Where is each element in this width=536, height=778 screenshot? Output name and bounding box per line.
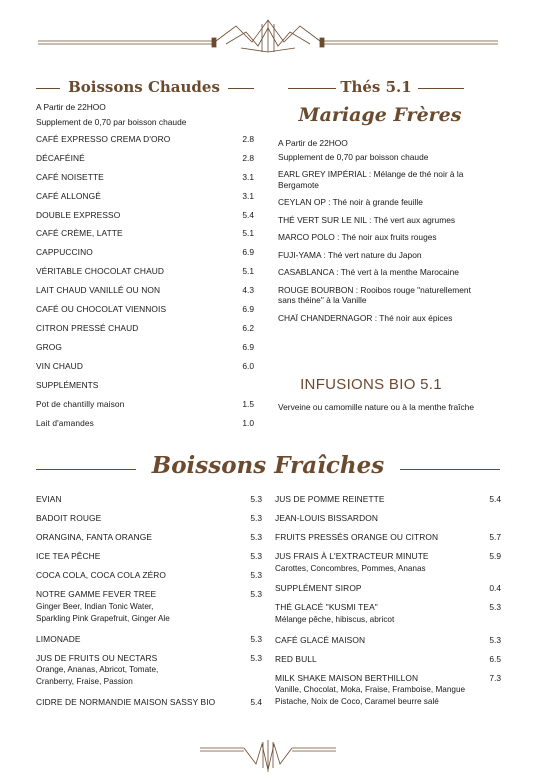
item-name: VÉRITABLE CHOCOLAT CHAUD <box>36 266 165 277</box>
item-description: Pistache, Noix de Coco, Caramel beurre salé <box>275 697 439 707</box>
tea-desc: : Rooibos rouge "naturellement sans théine" à la Vanille <box>278 284 471 305</box>
item-name: FRUITS PRESSÉS ORANGE OU CITRON <box>275 532 439 543</box>
item-price: 2.8 <box>242 134 254 144</box>
tea-name: CASABLANCA <box>278 267 334 277</box>
cold-drink-item <box>275 551 501 562</box>
item-name: LIMONADE <box>36 633 81 644</box>
item-price: 6.9 <box>242 341 254 352</box>
item-price: 5.4 <box>242 209 254 220</box>
tea-desc: : Mélange de thé noir à la Bergamote <box>278 169 464 190</box>
item-name: JUS DE POMME REINETTE <box>275 494 385 504</box>
cold-drink-item <box>275 602 501 613</box>
hot-drink-item <box>36 172 254 183</box>
cold-drink-item <box>275 673 501 684</box>
item-price: 6.9 <box>242 247 254 258</box>
art-deco-ornament-top <box>36 18 500 54</box>
item-name: COCA COLA, COCA COLA ZÉRO <box>36 570 167 581</box>
tea-item <box>278 285 478 306</box>
tea-item <box>278 267 478 278</box>
tea-name: EARL GREY IMPÉRIAL <box>278 169 367 179</box>
hot-drinks-title: Boissons Chaudes <box>68 78 220 96</box>
cold-drink-item <box>275 513 501 524</box>
item-price: 3.1 <box>242 190 254 201</box>
cold-drink-item <box>36 551 262 562</box>
art-deco-ornament-bottom <box>200 738 336 774</box>
item-price: 5.3 <box>250 570 262 581</box>
item-price: 5.4 <box>250 696 262 707</box>
item-name: DOUBLE EXPRESSO <box>36 209 121 220</box>
item-name: DÉCAFÉINÉ <box>36 152 85 163</box>
hot-drink-item <box>36 134 254 145</box>
item-description: Mélange pêche, hibiscus, abricot <box>275 614 395 624</box>
hot-drink-item <box>36 191 254 202</box>
item-price: 3.1 <box>242 171 254 182</box>
cold-drink-item <box>36 589 262 600</box>
item-name: CAFÉ CRÈME, LATTE <box>36 228 123 239</box>
tea-desc: : Thé vert à la menthe Marocaine <box>333 267 459 277</box>
cold-drinks-left-list <box>36 494 262 716</box>
item-price: 5.3 <box>250 494 262 504</box>
hot-drink-item <box>36 228 254 239</box>
item-name: Lait d'amandes <box>36 417 94 428</box>
item-name: JUS FRAIS À L'EXTRACTEUR MINUTE <box>275 551 429 562</box>
cold-drink-item <box>275 583 501 594</box>
cold-drink-item <box>36 513 262 524</box>
tea-desc: : Thé vert aux agrumes <box>366 214 456 225</box>
hot-drink-item <box>36 342 254 353</box>
tea-desc: : Thé vert nature du Japon <box>321 249 422 260</box>
tea-note-supplement: Supplement de 0,70 par boisson chaude <box>278 151 429 162</box>
item-name: CAFÉ ALLONGÉ <box>36 190 101 201</box>
tea-name: CHAÏ CHANDERNAGOR <box>278 312 373 323</box>
cold-drink-item <box>36 697 262 708</box>
item-price: 5.3 <box>250 532 262 543</box>
cold-drink-item <box>36 532 262 543</box>
item-name: JEAN-LOUIS BISSARDON <box>275 513 378 524</box>
hot-drink-item <box>36 266 254 277</box>
item-price: 6.9 <box>242 304 254 315</box>
supplement-item <box>36 418 254 429</box>
item-name: ICE TEA PÊCHE <box>36 551 101 562</box>
item-name: LAIT CHAUD VANILLÉ OU NON <box>36 285 161 296</box>
tea-name: CEYLAN OP <box>278 197 326 207</box>
item-price: 5.4 <box>489 494 501 504</box>
tea-name: FUJI-YAMA <box>278 249 322 260</box>
item-price: 5.3 <box>250 551 262 562</box>
item-name: CAFÉ GLACÉ MAISON <box>275 634 366 645</box>
item-description: Vanille, Chocolat, Moka, Fraise, Framboise, Mangue <box>275 685 466 695</box>
item-price: 2.8 <box>242 152 254 163</box>
item-price: 6.0 <box>242 360 254 371</box>
item-name: GROG <box>36 341 62 352</box>
tea-note-hours: A Partir de 22HOO <box>278 138 348 148</box>
supplements-title: SUPPLÉMENTS <box>36 379 99 390</box>
cold-drink-item <box>275 635 501 646</box>
item-price: 4.3 <box>242 285 254 296</box>
item-price: 1.5 <box>242 399 254 410</box>
item-price: 5.3 <box>250 513 262 524</box>
item-description: Cranberry, Fraise, Passion <box>36 677 133 687</box>
tea-name: ROUGE BOURBON <box>278 284 354 295</box>
cold-drink-item <box>36 653 262 664</box>
tea-item <box>278 232 478 243</box>
item-price: 6.5 <box>489 653 501 664</box>
item-price: 5.9 <box>489 551 501 562</box>
cold-drink-item <box>36 634 262 645</box>
cold-drink-item <box>36 570 262 581</box>
item-name: ORANGINA, FANTA ORANGE <box>36 532 153 543</box>
tea-item <box>278 313 478 324</box>
tea-item <box>278 250 478 261</box>
tea-brand-title: Mariage Frères <box>298 104 462 126</box>
cold-drink-item <box>275 654 501 665</box>
hot-drink-item <box>36 304 254 315</box>
item-description: Sparkling Pink Grapefruit, Ginger Ale <box>36 613 170 623</box>
tea-name: MARCO POLO <box>278 232 335 242</box>
item-name: JUS DE FRUITS OU NECTARS <box>36 652 158 663</box>
item-price: 5.3 <box>250 633 262 644</box>
tea-name: THÉ VERT SUR LE NIL <box>278 214 367 225</box>
item-name: CAFÉ EXPRESSO CREMA D'ORO <box>36 134 171 144</box>
item-description: Orange, Ananas, Abricot, Tomate, <box>36 665 159 675</box>
item-name: THÉ GLACÉ "KUSMI TEA" <box>275 602 378 613</box>
item-price: 7.3 <box>489 672 501 683</box>
tea-desc: : Thé noir aux fruits rouges <box>334 232 437 242</box>
item-price: 5.1 <box>242 266 254 277</box>
item-price: 5.3 <box>489 602 501 613</box>
item-name: VIN CHAUD <box>36 360 83 371</box>
cold-drinks-right-list <box>275 494 501 717</box>
hot-drink-item <box>36 323 254 334</box>
item-name: SUPPLÉMENT SIROP <box>275 583 362 594</box>
item-name: CAFÉ NOISETTE <box>36 171 104 182</box>
item-price: 5.7 <box>489 532 501 543</box>
cold-drinks-title: Boissons Fraîches <box>151 452 385 479</box>
hot-note-supplement: Supplement de 0,70 par boisson chaude <box>36 116 187 127</box>
supplement-item <box>36 399 254 410</box>
item-name: BADOIT ROUGE <box>36 513 102 524</box>
cold-drink-item <box>275 494 501 505</box>
hot-drink-item <box>36 285 254 296</box>
item-price: 5.3 <box>250 589 262 600</box>
item-name: CIDRE DE NORMANDIE MAISON SASSY BIO <box>36 696 216 707</box>
tea-desc: : Thé noir à grande feuille <box>325 197 423 207</box>
item-description: Ginger Beer, Indian Tonic Water, <box>36 601 154 611</box>
hot-drink-item <box>36 247 254 258</box>
item-name: Pot de chantilly maison <box>36 399 125 410</box>
infusion-desc: Verveine ou camomille nature ou à la menthe fraîche <box>278 402 474 412</box>
item-name: CAPPUCCINO <box>36 247 93 258</box>
tea-list <box>278 138 478 330</box>
item-description: Carottes, Concombres, Pommes, Ananas <box>275 563 426 573</box>
hot-drinks-list <box>36 102 254 437</box>
hot-drink-item <box>36 210 254 221</box>
item-price: 1.0 <box>242 417 254 428</box>
item-price: 6.2 <box>242 322 254 333</box>
infusion-title: INFUSIONS BIO 5.1 <box>300 376 442 393</box>
tea-item <box>278 215 478 226</box>
item-name: MILK SHAKE MAISON BERTHILLON <box>275 672 419 683</box>
cold-drink-item <box>275 532 501 543</box>
item-price: 5.3 <box>250 652 262 663</box>
hot-note-hours: A Partir de 22HOO <box>36 102 106 112</box>
item-price: 5.3 <box>489 634 501 645</box>
item-price: 0.4 <box>489 583 501 594</box>
hot-drink-item <box>36 153 254 164</box>
item-name: RED BULL <box>275 653 317 664</box>
tea-item <box>278 169 478 190</box>
tea-item <box>278 197 478 208</box>
item-name: CAFÉ OU CHOCOLAT VIENNOIS <box>36 304 167 315</box>
item-name: EVIAN <box>36 494 62 504</box>
item-name: CITRON PRESSÉ CHAUD <box>36 322 139 333</box>
cold-drink-item <box>36 494 262 505</box>
item-price: 5.1 <box>242 228 254 239</box>
tea-title: Thés 5.1 <box>340 78 412 96</box>
item-name: NOTRE GAMME FEVER TREE <box>36 589 157 600</box>
hot-drink-item <box>36 361 254 372</box>
tea-desc: : Thé noir aux épices <box>372 312 453 323</box>
